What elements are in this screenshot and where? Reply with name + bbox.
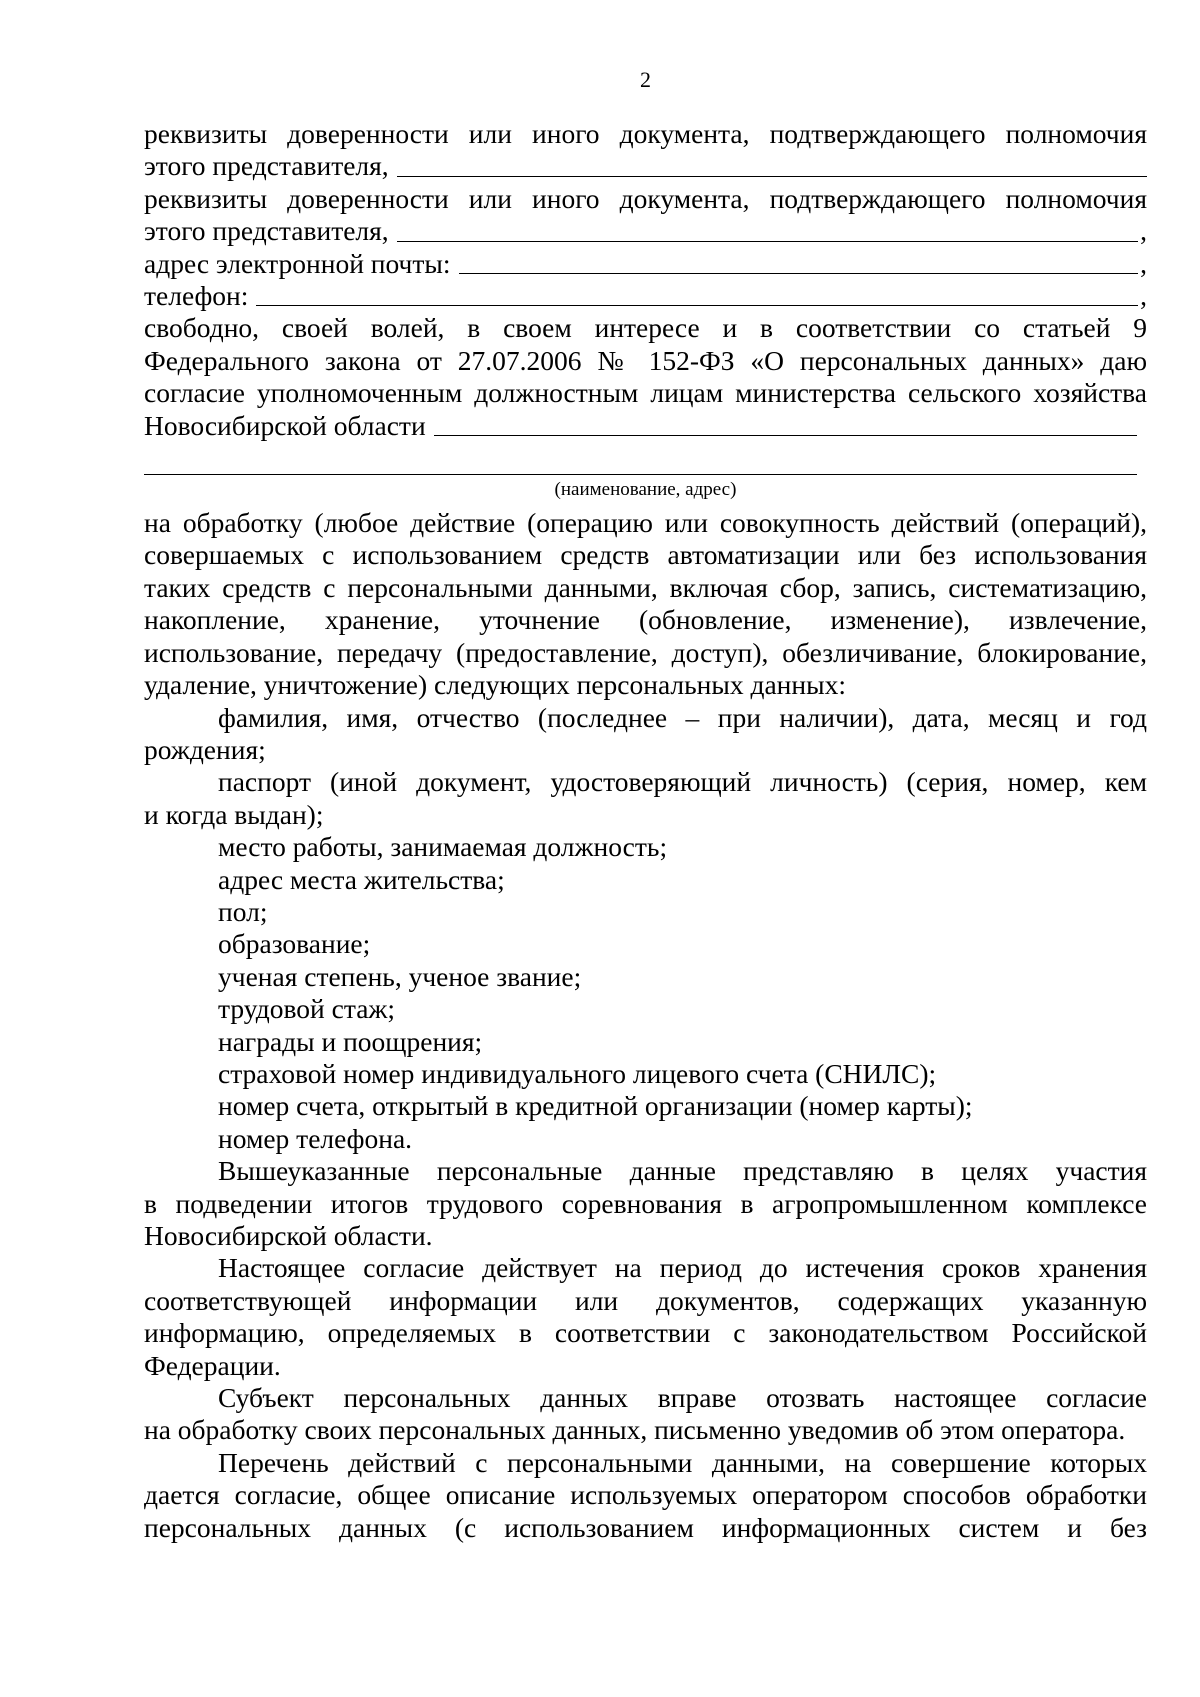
phone-label: телефон: [144, 280, 249, 312]
representative-2-field [144, 215, 1147, 247]
validity-line-2: соответствующей информации или документов, содержащих указанную [144, 1284, 1147, 1316]
personal-data-item: образование; [218, 928, 371, 960]
processing-line-4: накопление, хранение, уточнение (обновление, изменение), извлечение, [144, 604, 1147, 636]
representative-1-blank[interactable] [397, 175, 1147, 177]
withdrawal-line-2: на обработку своих персональных данных, письменно уведомив об этом оператора. [144, 1414, 1126, 1446]
processing-line-6: удаление, уничтожение) следующих персональных данных: [144, 669, 846, 701]
representative-2-comma: , [1140, 215, 1147, 247]
actions-line-2: дается согласие, общее описание используемых оператором способов обработки [144, 1479, 1147, 1511]
representative-2-blank[interactable] [397, 240, 1138, 242]
personal-data-passport-line-2: и когда выдан); [144, 798, 324, 830]
validity-line-4: Федерации. [144, 1349, 281, 1381]
consent-line-3: согласие уполномоченным должностным лицам министерства сельского хозяйства [144, 377, 1147, 409]
processing-line-3: таких средств с персональными данными, включая сбор, запись, систематизацию, [144, 571, 1147, 603]
purpose-line-2: в подведении итогов трудового соревнования в агропромышленном комплексе [144, 1187, 1147, 1219]
purpose-line-1: Вышеуказанные персональные данные представляю в целях участия [218, 1155, 1147, 1187]
purpose-line-3: Новосибирской области. [144, 1220, 433, 1251]
email-field [144, 248, 1147, 280]
email-label: адрес электронной почты: [144, 247, 451, 279]
actions-line-3: персональных данных (с использованием информационных систем и без [144, 1511, 1147, 1543]
representative-1-field [144, 150, 1147, 182]
personal-data-item: ученая степень, ученое звание; [218, 960, 582, 992]
region-label: Новосибирской области [144, 409, 426, 441]
personal-data-item: трудовой стаж; [218, 993, 396, 1025]
personal-data-fio-line-2: рождения; [144, 733, 266, 765]
withdrawal-line-1: Субъект персональных данных вправе отозвать настоящее согласие [218, 1382, 1147, 1414]
consent-line-1: свободно, своей волей, в своем интересе и в соответствии со статьей 9 [144, 312, 1147, 344]
operator-address-blank[interactable] [144, 442, 1137, 475]
processing-line-5: использование, передачу (предоставление, доступ), обезличивание, блокирование, [144, 636, 1147, 668]
personal-data-item: номер счета, открытый в кредитной организации (номер карты); [218, 1090, 973, 1122]
actions-line-1: Перечень действий с персональными данными, на совершение которых [218, 1446, 1147, 1478]
document-body [144, 118, 1147, 1544]
representative-1-label: этого представителя, [144, 150, 389, 182]
personal-data-passport-line-1: паспорт (иной документ, удостоверяющий личность) (серия, номер, кем [218, 766, 1147, 798]
email-blank[interactable] [459, 272, 1139, 274]
personal-data-item: пол; [218, 895, 268, 927]
phone-comma: , [1140, 280, 1147, 312]
phone-blank[interactable] [256, 304, 1138, 306]
phone-field [144, 280, 1147, 312]
personal-data-item: награды и поощрения; [218, 1025, 483, 1057]
validity-line-1: Настоящее согласие действует на период до истечения сроков хранения [218, 1252, 1147, 1284]
processing-line-2: совершаемых с использованием средств автоматизации или без использования [144, 539, 1147, 571]
personal-data-item: страховой номер индивидуального лицевого счета (СНИЛС); [218, 1057, 937, 1089]
representative-2-requisites-line: реквизиты доверенности или иного документа, подтверждающего полномочия [144, 182, 1147, 214]
personal-data-item: место работы, занимаемая должность; [218, 831, 668, 863]
representative-2-label: этого представителя, [144, 215, 389, 247]
representative-1-requisites-line: реквизиты доверенности или иного документа, подтверждающего полномочия [144, 118, 1147, 149]
personal-data-item: адрес места жительства; [218, 863, 505, 895]
operator-field [144, 410, 1147, 442]
processing-line-1: на обработку (любое действие (операцию или совокупность действий (операций), [144, 507, 1147, 539]
validity-line-3: информацию, определяемых в соответствии с законодательством Российской [144, 1317, 1147, 1349]
consent-line-2: Федерального закона от 27.07.2006 № 152-ФЗ «О персональных данных» даю [144, 344, 1147, 376]
personal-data-fio-line-1: фамилия, имя, отчество (последнее – при наличии), дата, месяц и год [218, 701, 1147, 733]
email-comma: , [1140, 247, 1147, 279]
operator-blank[interactable] [434, 434, 1137, 436]
document-page [144, 0, 1147, 1697]
name-address-caption: (наименование, адрес) [554, 479, 737, 501]
personal-data-item: номер телефона. [218, 1122, 413, 1154]
page-number: 2 [640, 67, 651, 92]
